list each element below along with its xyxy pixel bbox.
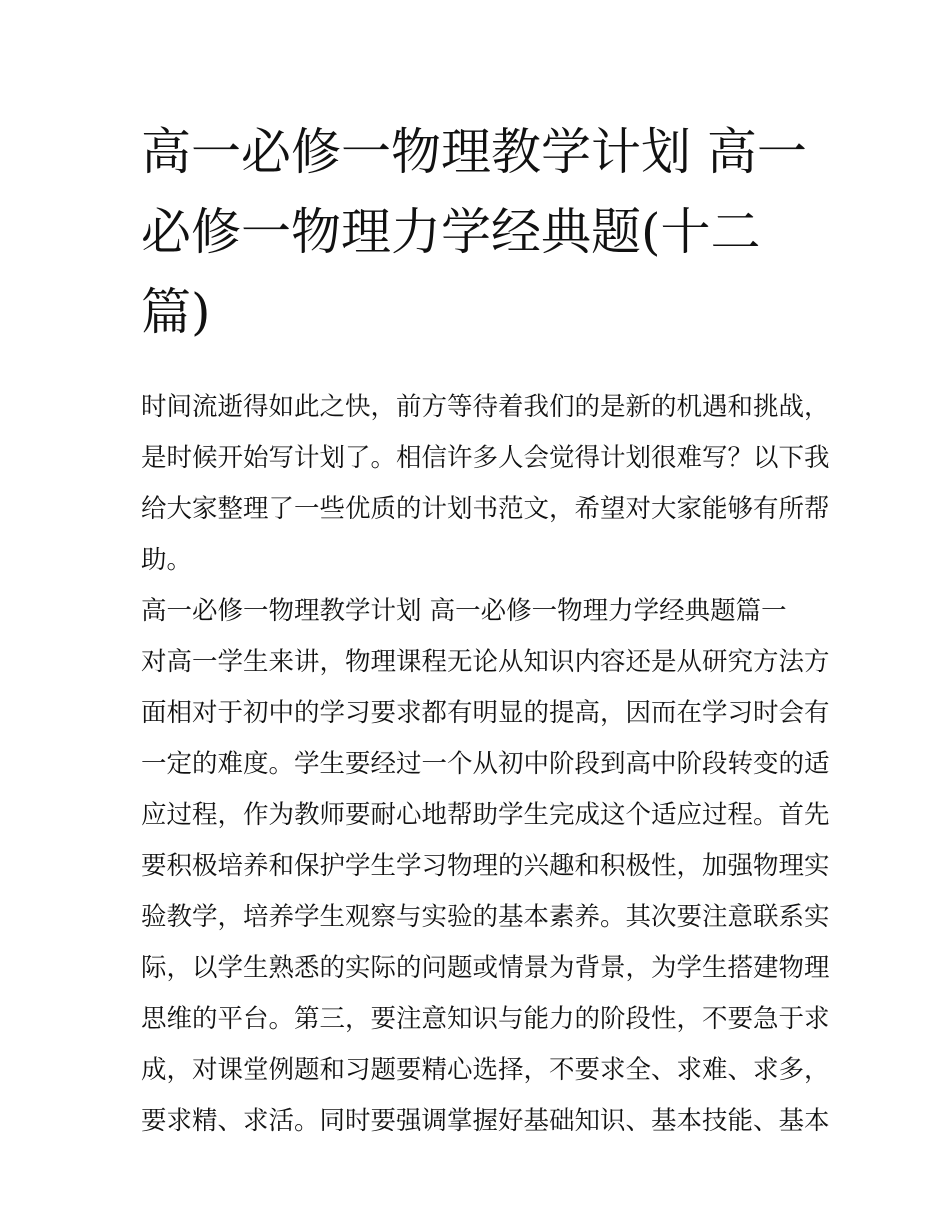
paragraph-line: 面相对于初中的学习要求都有明显的提高，因而在学习时会有 xyxy=(141,698,830,728)
paragraph-line: 验教学，培养学生观察与实验的基本素养。其次要注意联系实 xyxy=(141,902,830,932)
document-body xyxy=(141,382,830,1147)
title-line: 高一必修一物理教学计划 高一 xyxy=(141,123,807,181)
paragraph-line: 对高一学生来讲，物理课程无论从知识内容还是从研究方法方 xyxy=(141,647,830,677)
document-page xyxy=(141,112,830,1147)
section-heading: 高一必修一物理教学计划 高一必修一物理力学经典题篇一 xyxy=(141,596,787,626)
paragraph-line: 应过程，作为教师要耐心地帮助学生完成这个适应过程。首先 xyxy=(141,800,830,830)
paragraph-line: 是时候开始写计划了。相信许多人会觉得计划很难写？以下我 xyxy=(141,443,830,473)
intro-paragraph xyxy=(141,382,830,586)
document-title xyxy=(141,112,813,352)
paragraph-line: 际，以学生熟悉的实际的问题或情景为背景，为学生搭建物理 xyxy=(141,953,830,983)
paragraph-line: 要积极培养和保护学生学习物理的兴趣和积极性，加强物理实 xyxy=(141,851,830,881)
section-paragraph xyxy=(141,637,830,1147)
paragraph-line: 要求精、求活。同时要强调掌握好基础知识、基本技能、基本 xyxy=(141,1106,830,1136)
paragraph-line: 时间流逝得如此之快，前方等待着我们的是新的机遇和挑战， xyxy=(141,392,830,422)
paragraph-line: 一定的难度。学生要经过一个从初中阶段到高中阶段转变的适 xyxy=(141,749,830,779)
paragraph-line: 思维的平台。第三，要注意知识与能力的阶段性，不要急于求 xyxy=(141,1004,830,1034)
title-line: 必修一物理力学经典题(十二 xyxy=(141,203,761,261)
title-line: 篇) xyxy=(141,283,211,341)
paragraph-line: 助。 xyxy=(141,545,193,575)
paragraph-line: 给大家整理了一些优质的计划书范文，希望对大家能够有所帮 xyxy=(141,494,830,524)
paragraph-line: 成，对课堂例题和习题要精心选择，不要求全、求难、求多， xyxy=(141,1055,830,1085)
